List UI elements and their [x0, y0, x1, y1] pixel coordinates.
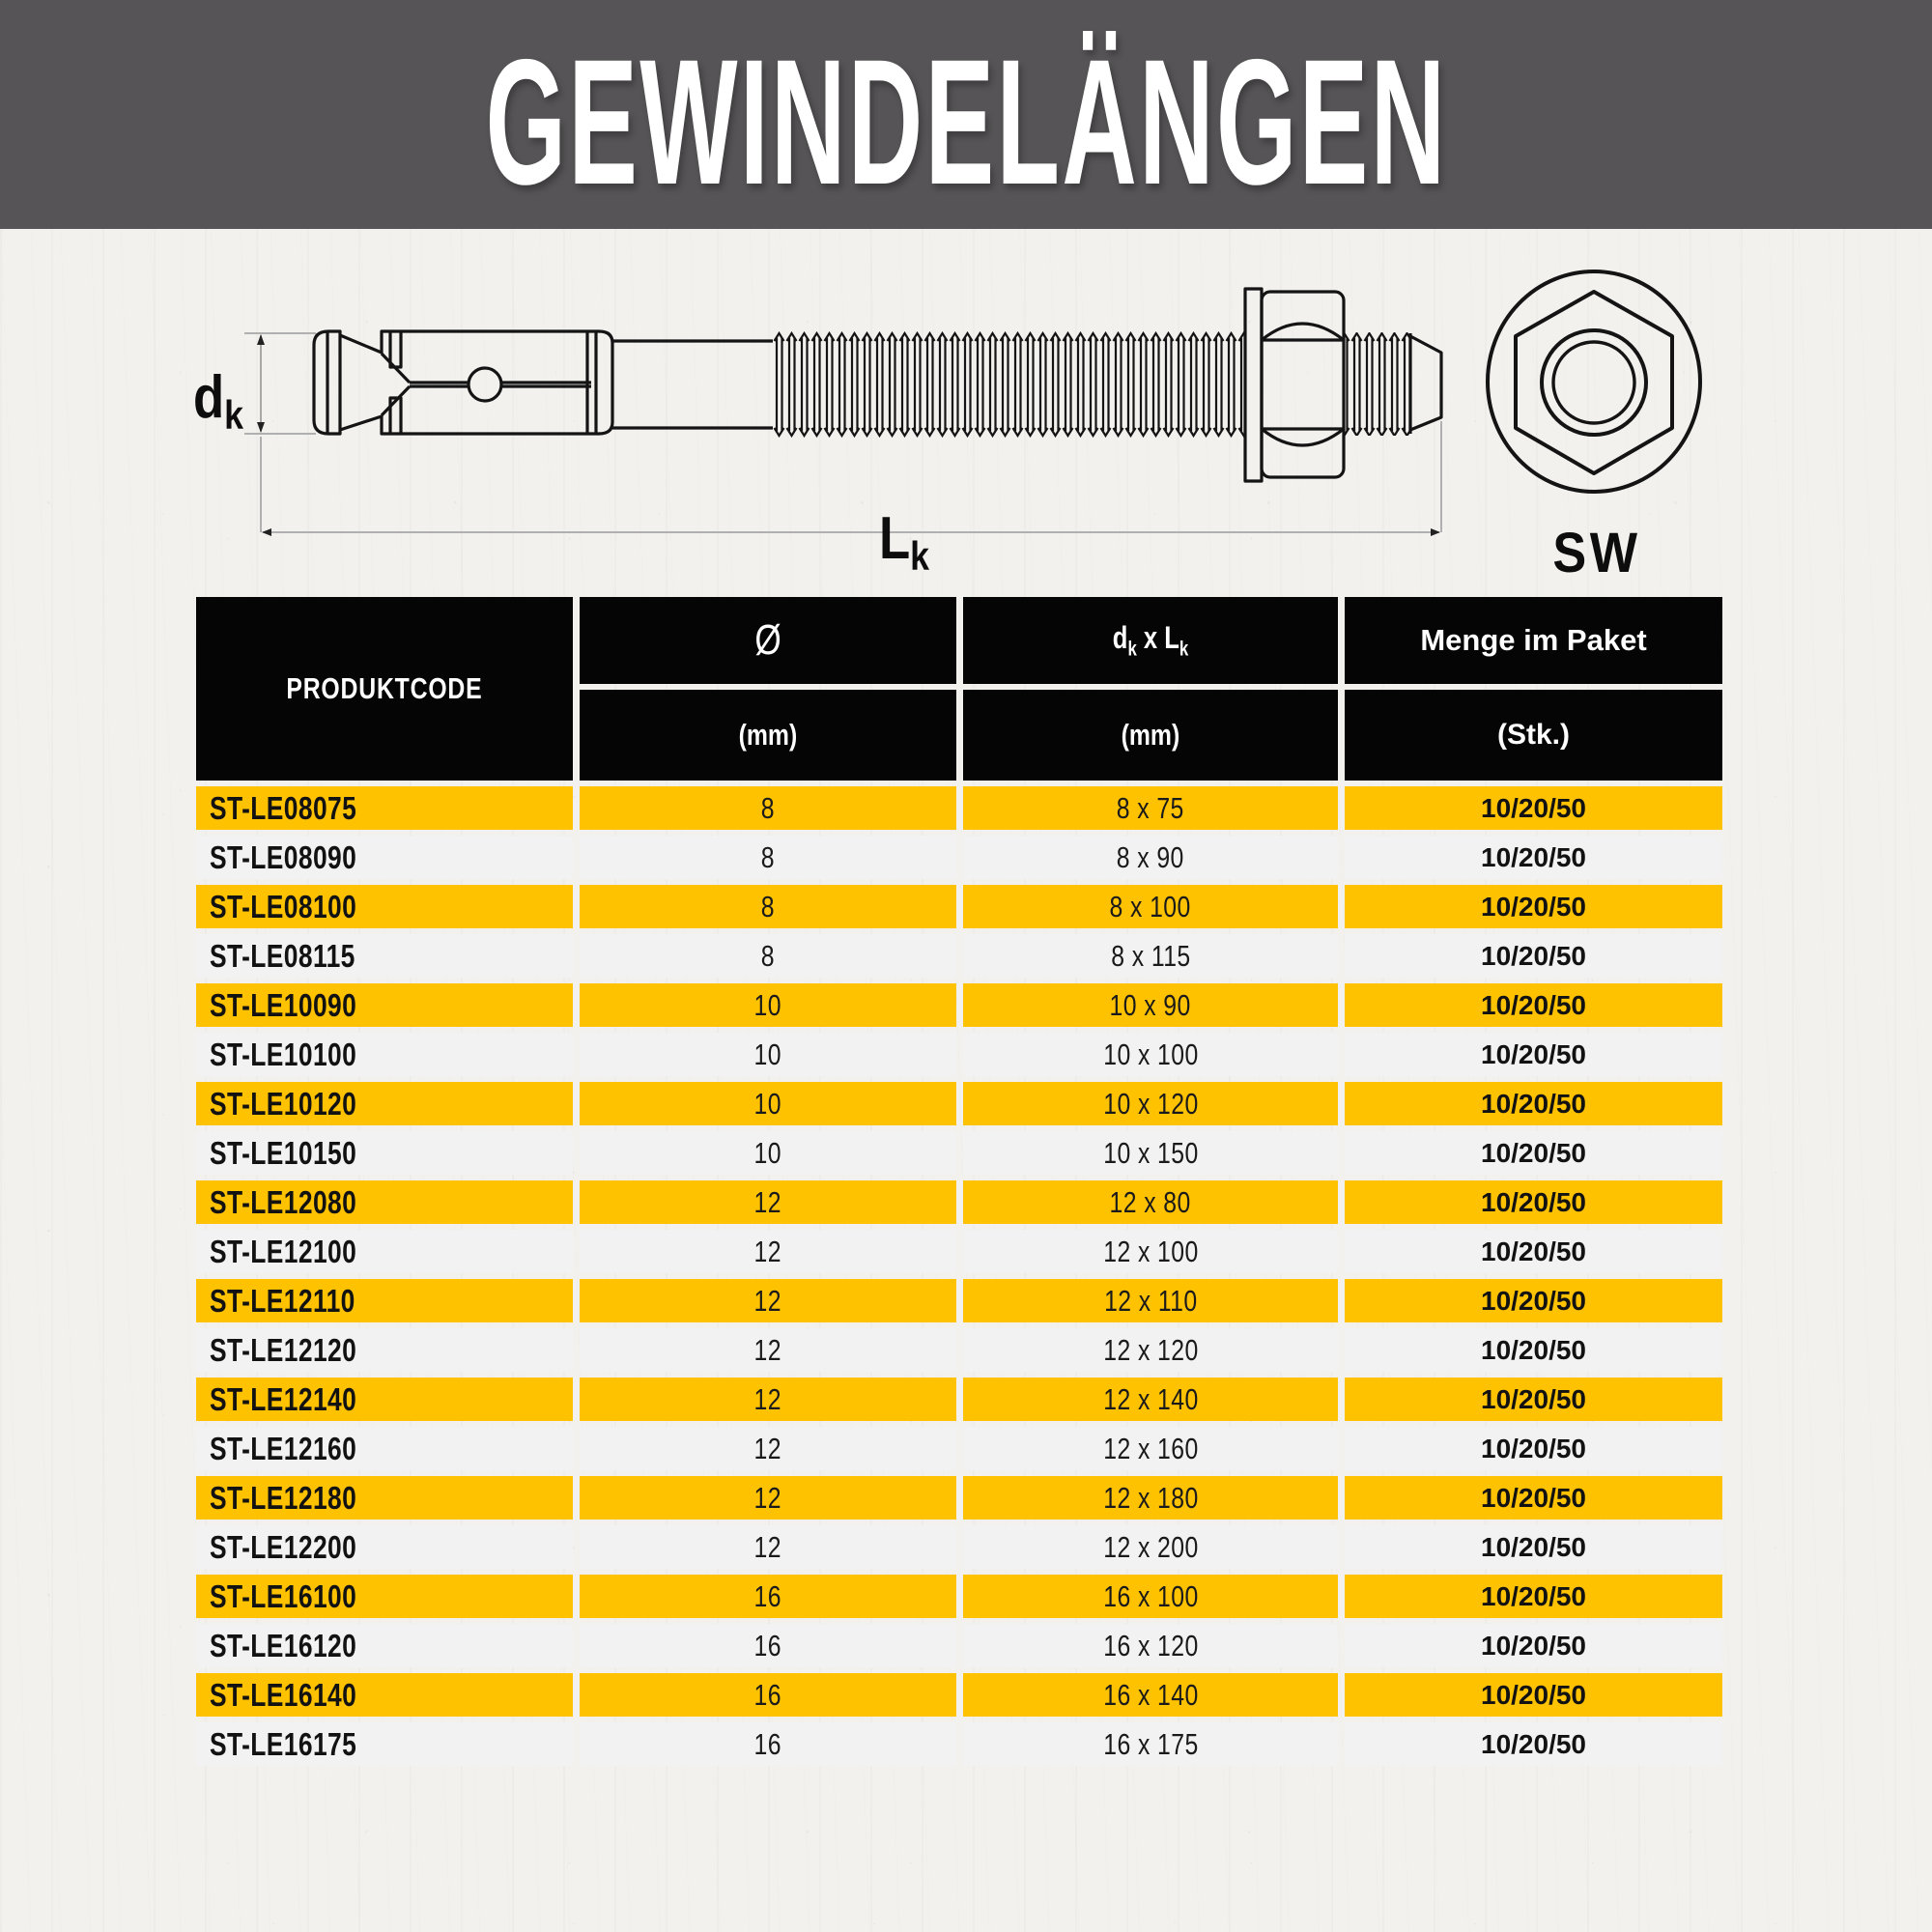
- table-row: [196, 836, 1722, 879]
- dk-dimension: [193, 333, 316, 439]
- header-diameter: Ø: [580, 597, 956, 684]
- cell-dimensions: 16 x 100: [963, 1575, 1338, 1618]
- cell-produktcode: ST-LE12110: [196, 1279, 573, 1322]
- cell-produktcode: ST-LE12120: [196, 1328, 573, 1372]
- bolt-threads: [773, 331, 1410, 438]
- table-row: [196, 1328, 1722, 1372]
- table-row: [196, 1525, 1722, 1569]
- cell-quantity: 10/20/50: [1345, 836, 1722, 879]
- cell-produktcode: ST-LE08075: [196, 786, 573, 830]
- cell-diameter: 8: [580, 885, 956, 928]
- cell-quantity: 10/20/50: [1345, 1378, 1722, 1421]
- cell-produktcode: ST-LE12180: [196, 1476, 573, 1520]
- cell-quantity: 10/20/50: [1345, 786, 1722, 830]
- cell-produktcode: ST-LE12160: [196, 1427, 573, 1470]
- header-quantity-unit: (Stk.): [1345, 690, 1722, 781]
- cell-dimensions: 12 x 160: [963, 1427, 1338, 1470]
- cell-diameter: 16: [580, 1575, 956, 1618]
- cell-produktcode: ST-LE10150: [196, 1131, 573, 1175]
- cell-diameter: 12: [580, 1427, 956, 1470]
- nut-front-view: [1488, 271, 1700, 492]
- cell-quantity: 10/20/50: [1345, 983, 1722, 1027]
- cell-diameter: 8: [580, 836, 956, 879]
- cell-dimensions: 16 x 120: [963, 1624, 1338, 1667]
- cell-dimensions: 12 x 200: [963, 1525, 1338, 1569]
- cell-quantity: 10/20/50: [1345, 1476, 1722, 1520]
- table-row: [196, 1427, 1722, 1470]
- cell-produktcode: ST-LE16100: [196, 1575, 573, 1618]
- cell-quantity: 10/20/50: [1345, 1328, 1722, 1372]
- cell-diameter: 16: [580, 1673, 956, 1717]
- cell-dimensions: 10 x 100: [963, 1033, 1338, 1076]
- table-row: [196, 1575, 1722, 1618]
- cell-diameter: 8: [580, 934, 956, 978]
- cell-dimensions: 10 x 90: [963, 983, 1338, 1027]
- cell-dimensions: 8 x 100: [963, 885, 1338, 928]
- cell-quantity: 10/20/50: [1345, 1427, 1722, 1470]
- cell-diameter: 12: [580, 1230, 956, 1273]
- cell-produktcode: ST-LE12200: [196, 1525, 573, 1569]
- header-diameter-unit: (mm): [580, 690, 956, 781]
- cell-dimensions: 12 x 140: [963, 1378, 1338, 1421]
- cell-dimensions: 16 x 175: [963, 1722, 1338, 1766]
- page-title: GEWINDELÄNGEN: [485, 23, 1447, 222]
- header-dimensions-unit: (mm): [963, 690, 1338, 781]
- table-row: [196, 1131, 1722, 1175]
- cell-diameter: 16: [580, 1722, 956, 1766]
- table-header: [196, 597, 1722, 781]
- cell-dimensions: 8 x 90: [963, 836, 1338, 879]
- cell-diameter: 16: [580, 1624, 956, 1667]
- cell-dimensions: 8 x 75: [963, 786, 1338, 830]
- table-row: [196, 1082, 1722, 1125]
- table-row: [196, 1033, 1722, 1076]
- cell-produktcode: ST-LE12080: [196, 1180, 573, 1224]
- header-produktcode: PRODUKTCODE: [196, 597, 573, 781]
- cell-dimensions: 10 x 150: [963, 1131, 1338, 1175]
- cell-diameter: 12: [580, 1476, 956, 1520]
- cell-diameter: 12: [580, 1279, 956, 1322]
- cell-diameter: 12: [580, 1180, 956, 1224]
- cell-produktcode: ST-LE08100: [196, 885, 573, 928]
- cell-dimensions: 12 x 120: [963, 1328, 1338, 1372]
- cell-produktcode: ST-LE16120: [196, 1624, 573, 1667]
- cell-quantity: 10/20/50: [1345, 1230, 1722, 1273]
- cell-diameter: 12: [580, 1328, 956, 1372]
- lk-label: Lk: [879, 505, 930, 580]
- cell-produktcode: ST-LE08090: [196, 836, 573, 879]
- cell-dimensions: 12 x 110: [963, 1279, 1338, 1322]
- cell-produktcode: ST-LE10100: [196, 1033, 573, 1076]
- cell-quantity: 10/20/50: [1345, 1722, 1722, 1766]
- table-body: [196, 786, 1722, 1766]
- cell-diameter: 10: [580, 1033, 956, 1076]
- cell-quantity: 10/20/50: [1345, 1673, 1722, 1717]
- cell-dimensions: 8 x 115: [963, 934, 1338, 978]
- cell-quantity: 10/20/50: [1345, 1033, 1722, 1076]
- cell-diameter: 12: [580, 1378, 956, 1421]
- cell-quantity: 10/20/50: [1345, 1082, 1722, 1125]
- sw-label: SW: [1552, 521, 1641, 584]
- cell-dimensions: 12 x 80: [963, 1180, 1338, 1224]
- header-dimensions: $d_k$ x $L_k$: [963, 597, 1338, 684]
- cell-diameter: 8: [580, 786, 956, 830]
- cell-diameter: 10: [580, 1082, 956, 1125]
- cell-produktcode: ST-LE10120: [196, 1082, 573, 1125]
- table-row: [196, 1624, 1722, 1667]
- table-row: [196, 1476, 1722, 1520]
- cell-quantity: 10/20/50: [1345, 1131, 1722, 1175]
- cell-dimensions: 16 x 140: [963, 1673, 1338, 1717]
- dk-label: dk: [193, 364, 244, 439]
- cell-dimensions: 12 x 100: [963, 1230, 1338, 1273]
- table-row: [196, 983, 1722, 1027]
- cell-produktcode: ST-LE12140: [196, 1378, 573, 1421]
- table-row: [196, 1673, 1722, 1717]
- cell-quantity: 10/20/50: [1345, 1575, 1722, 1618]
- cell-quantity: 10/20/50: [1345, 1624, 1722, 1667]
- cell-diameter: 10: [580, 1131, 956, 1175]
- table-row: [196, 934, 1722, 978]
- table-row: [196, 1230, 1722, 1273]
- cell-dimensions: 12 x 180: [963, 1476, 1338, 1520]
- cell-quantity: 10/20/50: [1345, 1525, 1722, 1569]
- table-row: [196, 1279, 1722, 1322]
- table-row: [196, 885, 1722, 928]
- table-row: [196, 1722, 1722, 1766]
- cell-produktcode: ST-LE16140: [196, 1673, 573, 1717]
- cell-quantity: 10/20/50: [1345, 934, 1722, 978]
- cell-quantity: 10/20/50: [1345, 1279, 1722, 1322]
- thread-length-table: [196, 597, 1722, 1772]
- lk-dimension: [261, 421, 1441, 580]
- cell-produktcode: ST-LE12100: [196, 1230, 573, 1273]
- header-quantity: Menge im Paket: [1345, 597, 1722, 684]
- table-row: [196, 1180, 1722, 1224]
- table-row: [196, 1378, 1722, 1421]
- cell-produktcode: ST-LE08115: [196, 934, 573, 978]
- cell-produktcode: ST-LE16175: [196, 1722, 573, 1766]
- cell-quantity: 10/20/50: [1345, 885, 1722, 928]
- table-row: [196, 786, 1722, 830]
- cell-dimensions: 10 x 120: [963, 1082, 1338, 1125]
- cell-quantity: 10/20/50: [1345, 1180, 1722, 1224]
- cell-diameter: 10: [580, 983, 956, 1027]
- cell-diameter: 12: [580, 1525, 956, 1569]
- cell-produktcode: ST-LE10090: [196, 983, 573, 1027]
